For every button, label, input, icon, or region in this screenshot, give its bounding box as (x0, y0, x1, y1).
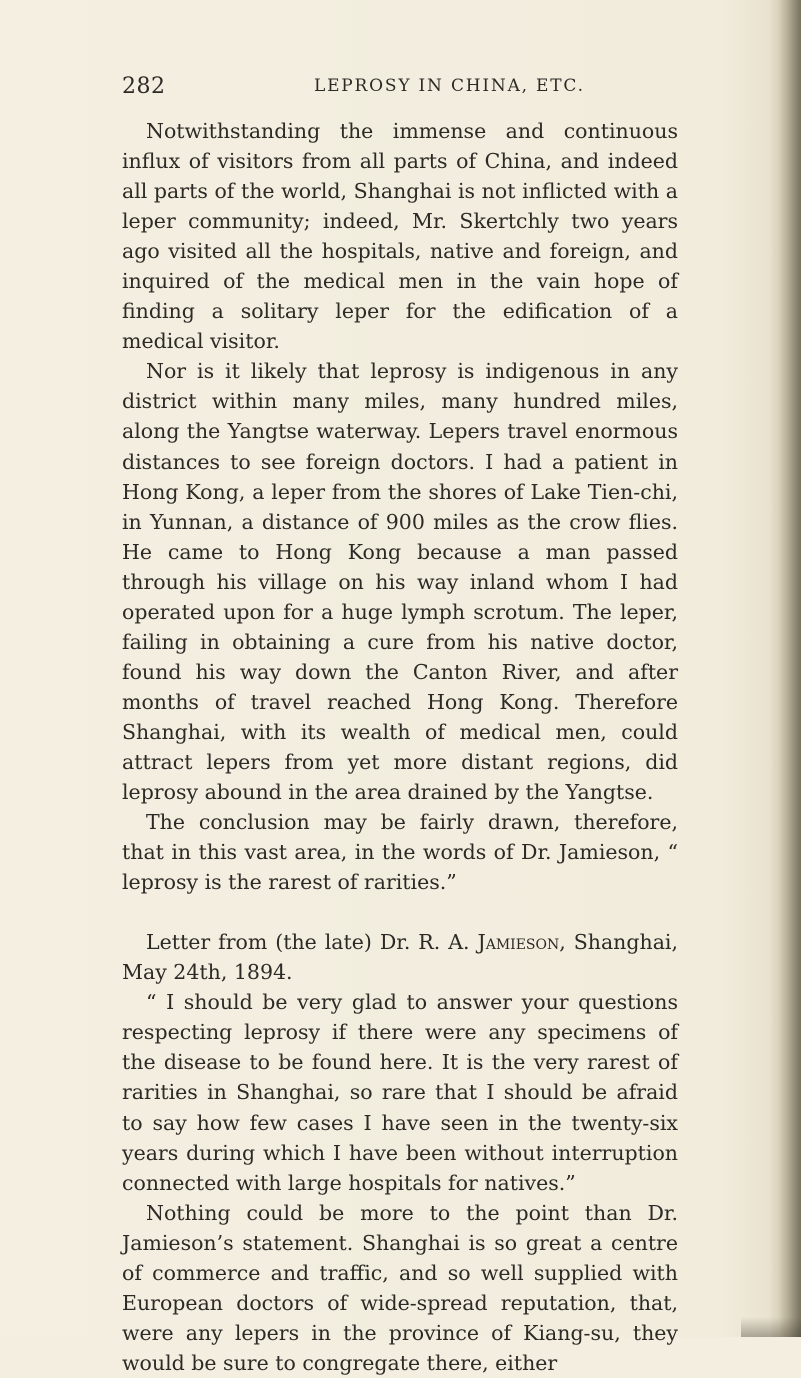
letter-intro-prefix: Letter from (the late) Dr. R. A. (146, 930, 478, 955)
letter-intro-suffix: , Shanghai, May 24th, 1894. (122, 930, 678, 985)
page-corner-shadow (741, 1317, 801, 1337)
body-text (122, 116, 678, 1378)
page-edge-shadow (779, 0, 801, 1337)
running-head: LEPROSY IN CHINA, ETC. (314, 76, 585, 96)
paragraph-3: The conclusion may be fairly drawn, therefore, that in this vast area, in the words of Dr. Jamieson, “ leprosy is the rarest of rarities.” (122, 810, 678, 895)
closing-paragraph: Nothing could be more to the point than Dr. Jamieson’s statement. Shanghai is so great a centre of commerce and traffic, and so well supplied with European doctors of wide-spread reputation, that, were any lepers in the province of Kiang-su, they would be sure to congregate there, either (122, 1200, 678, 1375)
section-gap (122, 897, 678, 927)
page-header (122, 74, 682, 104)
paragraph-2: Nor is it likely that leprosy is indigenous in any district within many miles, many hundred miles, along the Yangtse waterway. Lepers travel enormous distances to see foreign doctors. I had a patient in Hong Kong, a leper from the shores of Lake Tien-chi, in Yunnan, a distance of 900 miles as the crow flies. He came to Hong Kong because a man passed through his village on his way inland whom I had operated upon for a huge lymph scrotum. The leper, failing in obtaining a cure from his native doctor, found his way down the Canton River, and after months of travel reached Hong Kong. Therefore Shanghai, with its wealth of medical men, could attract lepers from yet more distant regions, did leprosy abound in the area drained by the Yangtse. (122, 359, 678, 805)
letter-intro (122, 927, 678, 987)
letter-author: Jamieson (477, 930, 560, 955)
paragraph-1: Notwithstanding the immense and continuous influx of visitors from all parts of China, and indeed all parts of the world, Shanghai is not inflicted with a leper community; indeed, Mr. Skertchly two years ago visited all the hospitals, native and foreign, and inquired of the medical men in the vain hope of finding a solitary leper for the edification of a medical visitor. (122, 119, 678, 354)
page-number: 282 (122, 74, 166, 99)
letter-quote: “ I should be very glad to answer your questions respecting leprosy if there were any specimens of the disease to be found here. It is the very rarest of rarities in Shanghai, so rare that I should be afraid to say how few cases I have seen in the twenty-six years during which I have been without interruption connected with large hospitals for natives.” (122, 990, 678, 1195)
